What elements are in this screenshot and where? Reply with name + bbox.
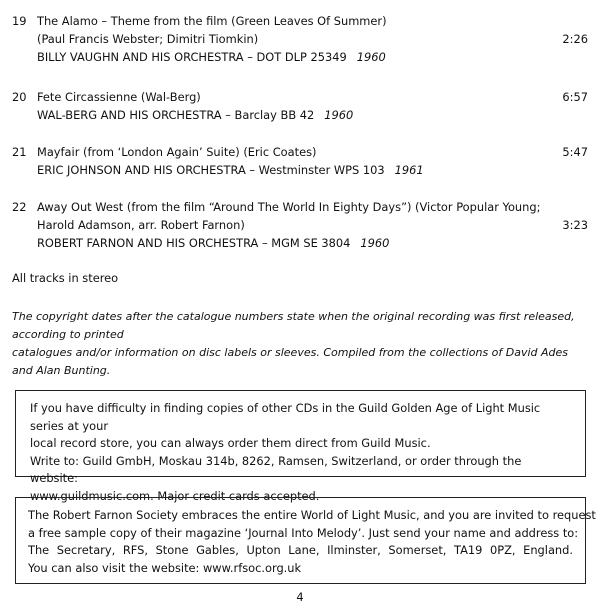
guild-box-line: Write to: Guild GmbH, Moskau 314b, 8262, Ramsen, Switzerland, or order through the website: — [30, 453, 522, 485]
track-year: 1960 — [356, 50, 386, 64]
rfs-box-line: The Robert Farnon Society embraces the entire World of Light Music, and you are invited to request — [28, 508, 596, 522]
guild-box-line: If you have difficulty in finding copies of other CDs in the Guild Golden Age of Light Music series at your — [30, 401, 541, 433]
track-number: 19 — [12, 14, 27, 28]
track-20 — [12, 88, 588, 124]
page-number: 4 — [296, 590, 304, 604]
guild-box-line: www.guildmusic.com. Major credit cards accepted. — [30, 488, 320, 503]
rfs-society-box — [15, 497, 596, 584]
track-artist: BILLY VAUGHN AND HIS ORCHESTRA – DOT DLP 25349 — [37, 50, 347, 64]
guild-box-line: local record store, you can always order them direct from Guild Music. — [30, 436, 431, 450]
track-artist: ERIC JOHNSON AND HIS ORCHESTRA – Westminster WPS 103 — [37, 163, 385, 177]
track-duration: 3:23 — [562, 218, 588, 232]
rfs-box-line: The Secretary, RFS, Stone Gables, Upton Lane, Ilminster, Somerset, TA19 0PZ, England. — [28, 543, 573, 557]
track-title: Mayfair (from ‘London Again’ Suite) (Eric Coates) — [37, 145, 317, 159]
track-21 — [12, 143, 588, 179]
guild-order-box — [15, 390, 586, 503]
track-credits: (Paul Francis Webster; Dimitri Tiomkin) — [37, 32, 259, 46]
track-year: 1960 — [360, 236, 390, 250]
rfs-box-line: You can also visit the website: www.rfsoc.org.uk — [28, 560, 302, 575]
track-title: Away Out West (from the film “Around The World In Eighty Days”) (Victor Popular Young; — [37, 200, 541, 214]
track-number: 20 — [12, 90, 27, 104]
track-title: The Alamo – Theme from the film (Green Leaves Of Summer) — [37, 14, 387, 28]
track-credits: Harold Adamson, arr. Robert Farnon) — [37, 218, 245, 232]
track-year: 1960 — [324, 108, 354, 122]
copyright-note-line: catalogues and/or information on disc labels or sleeves. Compiled from the collections of David Ades and Alan Bunting. — [12, 346, 569, 377]
stereo-note: All tracks in stereo — [12, 271, 119, 285]
track-title: Fete Circassienne (Wal-Berg) — [37, 90, 201, 104]
track-22 — [12, 198, 588, 252]
track-duration: 6:57 — [562, 90, 588, 104]
track-number: 21 — [12, 145, 27, 159]
track-year: 1961 — [394, 163, 424, 177]
track-artist: ROBERT FARNON AND HIS ORCHESTRA – MGM SE 3804 — [37, 236, 351, 250]
track-duration: 5:47 — [562, 145, 588, 159]
copyright-note — [12, 308, 592, 380]
track-number: 22 — [12, 200, 27, 214]
track-artist: WAL-BERG AND HIS ORCHESTRA – Barclay BB 42 — [37, 108, 315, 122]
copyright-note-line: The copyright dates after the catalogue numbers state when the original recording was first released, according to printed — [12, 310, 575, 341]
track-19 — [12, 12, 588, 66]
track-duration: 2:26 — [562, 32, 588, 46]
rfs-box-line: a free sample copy of their magazine ‘Journal Into Melody’. Just send your name and address to: — [28, 525, 579, 540]
